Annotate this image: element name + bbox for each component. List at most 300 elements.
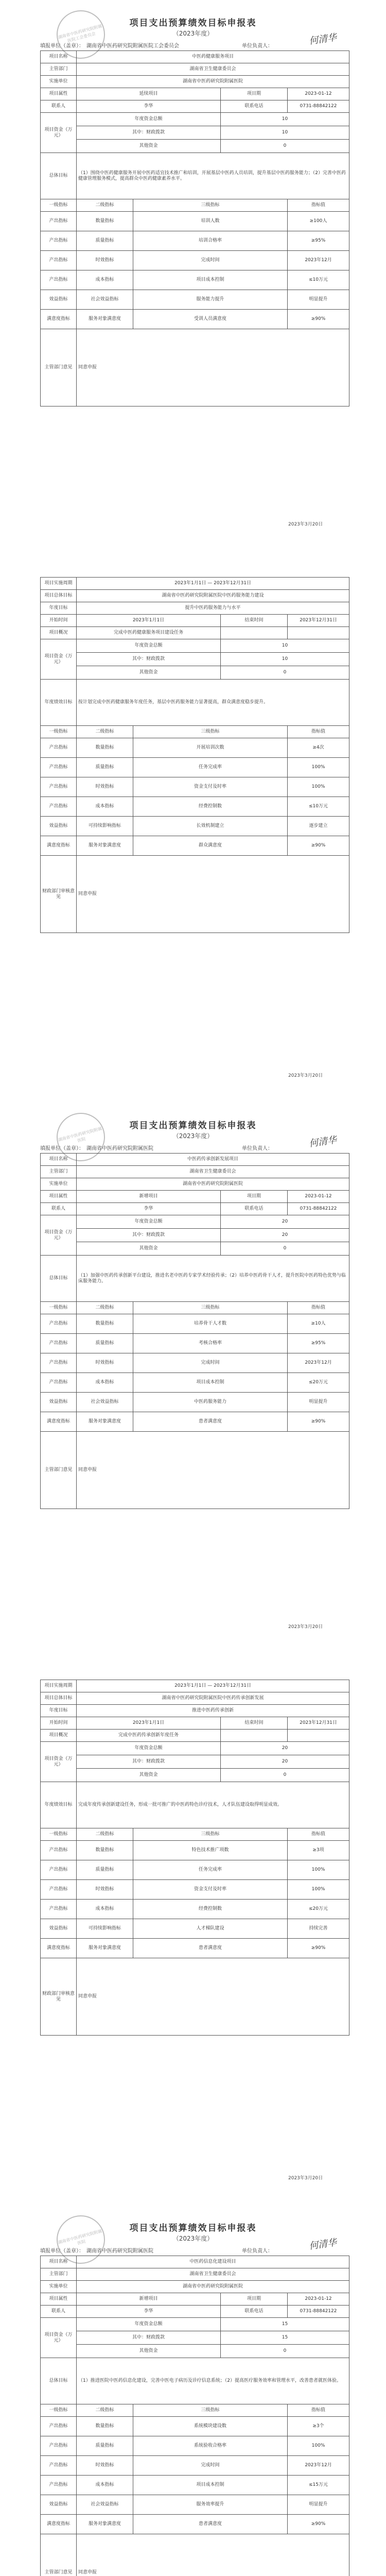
table-row xyxy=(41,856,349,933)
label-cell: 项目属性 xyxy=(41,88,77,100)
header-cell: 一级指标 xyxy=(41,2404,77,2417)
goal-title-cell: 总体目标 xyxy=(41,2358,77,2404)
metric-level1-cell: 产出指标 xyxy=(41,2417,77,2436)
metric-level2-cell: 数量指标 xyxy=(77,1841,133,1860)
label-cell: 主管部门 xyxy=(41,2268,77,2281)
metric-level1-cell: 满意度指标 xyxy=(41,1412,77,1432)
unit-label: 填报单位（盖章）： xyxy=(40,43,84,49)
table-row xyxy=(41,578,349,590)
table-row xyxy=(41,615,349,627)
metric-level3-cell: 资金支付及时率 xyxy=(133,1880,288,1900)
table-row xyxy=(41,627,349,639)
performance-table xyxy=(40,1153,349,1509)
unit-label: 填报单位（盖章）： xyxy=(40,2248,84,2254)
label-cell: 项目实施周期 xyxy=(41,578,77,590)
metric-level2-cell: 成本指标 xyxy=(77,797,133,817)
funds-title-cell: 项目资金（万元） xyxy=(41,1742,77,1782)
metric-level2-cell: 时效指标 xyxy=(77,1880,133,1900)
table-row xyxy=(41,113,349,126)
table-row xyxy=(41,2534,349,2576)
metric-level3-cell: 受训人员满意度 xyxy=(133,310,288,329)
table-row xyxy=(41,1256,349,1302)
label-cell: 项目概况 xyxy=(41,627,77,639)
metric-value-cell: ≥95% xyxy=(288,1334,349,1353)
year-label: （2023年度） xyxy=(172,2235,214,2242)
metric-level1-cell: 效益指标 xyxy=(41,1919,77,1939)
table-row xyxy=(41,2358,349,2404)
header-cell: 二级指标 xyxy=(77,2404,133,2417)
contact-label: 单位负责人： xyxy=(242,2248,273,2254)
metric-level1-cell: 满意度指标 xyxy=(41,310,77,329)
dept-cell: 湖南省卫生健康委员会 xyxy=(77,1166,349,1178)
value-cell: 完成中医药健康服务项目建设任务 xyxy=(77,627,221,639)
table-row xyxy=(41,2306,349,2318)
header-cell: 指标值 xyxy=(288,1828,349,1841)
metric-value-cell: ≥4次 xyxy=(288,738,349,758)
goal-text-cell: 完成年度传承创新建设任务，形成一批可推广的中医药特色诊疗技术，人才队伍建设取得明显成效。 xyxy=(77,1782,349,1828)
metric-value-cell: ≥90% xyxy=(288,1939,349,1958)
table-row xyxy=(41,1314,349,1334)
metric-level2-cell: 成本指标 xyxy=(77,270,133,290)
metric-level3-cell: 服务效率提升 xyxy=(133,2495,288,2515)
label-cell: 项目期 xyxy=(221,88,288,100)
metric-level2-cell: 数量指标 xyxy=(77,738,133,758)
funds-title-cell: 项目资金（万元） xyxy=(41,1215,77,1256)
label-cell: 联系电话 xyxy=(221,1203,288,1215)
metric-level3-cell: 系统模块建设数 xyxy=(133,2417,288,2436)
project-name-cell: 中医药健康服务项目 xyxy=(77,51,349,63)
metric-level2-cell: 质量指标 xyxy=(77,2436,133,2456)
fund-label-cell: 年度资金总额 xyxy=(77,2318,221,2331)
metric-level1-cell: 满意度指标 xyxy=(41,836,77,856)
year-label: （2023年度） xyxy=(172,1132,214,1140)
label-cell: 年度目标 xyxy=(41,602,77,615)
exec-cell: 推进中医药传承创新 xyxy=(77,1705,349,1717)
date-text: 2023年3月20日 xyxy=(288,1073,323,1078)
table-row xyxy=(41,1755,349,1769)
value-cell xyxy=(288,627,349,639)
fund-value-cell: 0 xyxy=(221,140,349,153)
metric-value-cell: 逐步建立 xyxy=(288,817,349,836)
table-row xyxy=(41,2476,349,2495)
metric-level3-cell: 经费控制数 xyxy=(133,797,288,817)
header-cell: 一级指标 xyxy=(41,726,77,738)
metric-value-cell: 2023年12月 xyxy=(288,1353,349,1373)
funds-title-cell: 项目资金（万元） xyxy=(41,639,77,680)
value-cell: 新增项目 xyxy=(77,1191,221,1203)
metric-level3-cell: 考核合格率 xyxy=(133,1334,288,1353)
exec-cell: 提升中医药服务能力与水平 xyxy=(77,602,349,615)
label-cell: 联系人 xyxy=(41,100,77,113)
metric-value-cell: ≥90% xyxy=(288,2515,349,2534)
fund-value-cell: 20 xyxy=(221,1755,349,1769)
metric-value-cell: 明显提升 xyxy=(288,290,349,310)
unit-value: 湖南省中医药研究院附属医院工会委员会 xyxy=(86,43,179,49)
table-row xyxy=(41,1334,349,1353)
table-row xyxy=(41,1166,349,1178)
label-cell: 年度目标 xyxy=(41,1705,77,1717)
header-cell: 二级指标 xyxy=(77,1302,133,1314)
label-cell: 项目名称 xyxy=(41,51,77,63)
metric-level2-cell: 数量指标 xyxy=(77,212,133,231)
table-row xyxy=(41,140,349,153)
table-row xyxy=(41,1841,349,1860)
fund-value-cell: 20 xyxy=(221,1229,349,1242)
metric-level2-cell: 社会效益指标 xyxy=(77,1393,133,1412)
fund-label-cell: 其他资金 xyxy=(77,666,221,680)
metric-level2-cell: 数量指标 xyxy=(77,1314,133,1334)
metric-level1-cell: 产出指标 xyxy=(41,1373,77,1393)
metric-value-cell: ≥10人 xyxy=(288,1314,349,1334)
metric-level3-cell: 任务完成率 xyxy=(133,758,288,777)
opinion-label-cell: 主管部门意见 xyxy=(41,329,77,406)
header-cell: 二级指标 xyxy=(77,1828,133,1841)
opinion-text-cell: 同意申报 xyxy=(77,329,349,406)
table-row xyxy=(41,51,349,63)
table-row xyxy=(41,1742,349,1755)
table-row xyxy=(41,1203,349,1215)
header-cell: 一级指标 xyxy=(41,199,77,212)
table-row xyxy=(41,1302,349,1314)
metric-level2-cell: 社会效益指标 xyxy=(77,290,133,310)
metric-level2-cell: 质量指标 xyxy=(77,231,133,251)
fund-value-cell: 10 xyxy=(221,653,349,666)
table-row xyxy=(41,2345,349,2358)
performance-table xyxy=(40,577,349,933)
fund-label-cell: 其他资金 xyxy=(77,140,221,153)
table-row xyxy=(41,63,349,76)
table-row xyxy=(41,153,349,199)
metric-level1-cell: 效益指标 xyxy=(41,290,77,310)
metric-level1-cell: 满意度指标 xyxy=(41,1939,77,1958)
label-cell: 主管部门 xyxy=(41,1166,77,1178)
table-row xyxy=(41,1769,349,1782)
table-row xyxy=(41,1373,349,1393)
table-row xyxy=(41,2495,349,2515)
label-cell: 主管部门 xyxy=(41,63,77,76)
report-page xyxy=(0,2205,386,2576)
dept-cell: 湖南省中医药研究院附属医院中医药服务能力建设 xyxy=(77,590,349,602)
official-stamp: 湖南省中医药研究院附属医院 xyxy=(51,2210,110,2269)
table-row xyxy=(41,2331,349,2345)
metric-level2-cell: 质量指标 xyxy=(77,758,133,777)
table-row xyxy=(41,1730,349,1742)
metric-level1-cell: 产出指标 xyxy=(41,758,77,777)
table-row xyxy=(41,1880,349,1900)
metric-value-cell: 100% xyxy=(288,758,349,777)
date-text: 2023年3月20日 xyxy=(288,522,323,527)
table-row xyxy=(41,1229,349,1242)
metric-level3-cell: 患者满意度 xyxy=(133,1939,288,1958)
fund-value-cell: 10 xyxy=(221,126,349,140)
label-cell: 项目属性 xyxy=(41,1191,77,1203)
fund-value-cell: 15 xyxy=(221,2331,349,2345)
metric-level3-cell: 特色技术推广项数 xyxy=(133,1841,288,1860)
label-cell: 联系电话 xyxy=(221,2306,288,2318)
project-name-cell: 2023年1月1日 — 2023年12月31日 xyxy=(77,1680,349,1692)
page-title: 项目支出预算绩效目标申报表 xyxy=(129,1121,257,1131)
opinion-label-cell: 主管部门意见 xyxy=(41,1432,77,1509)
fund-label-cell: 年度资金总额 xyxy=(77,1215,221,1229)
opinion-text-cell: 同意申报 xyxy=(77,856,349,933)
fund-value-cell: 0 xyxy=(221,1242,349,1256)
dept-cell: 湖南省卫生健康委员会 xyxy=(77,2268,349,2281)
fund-label-cell: 年度资金总额 xyxy=(77,1742,221,1755)
metric-value-cell: 100% xyxy=(288,1880,349,1900)
metric-level1-cell: 产出指标 xyxy=(41,1314,77,1334)
official-stamp: 湖南省中医药研究院附属医院工会委员会 xyxy=(51,5,110,64)
project-name-cell: 中医药信息化建设项目 xyxy=(77,2256,349,2268)
table-row xyxy=(41,817,349,836)
metric-level3-cell: 长效机制建立 xyxy=(133,817,288,836)
fund-label-cell: 其他资金 xyxy=(77,1242,221,1256)
fund-label-cell: 其中：财政拨款 xyxy=(77,653,221,666)
metric-level3-cell: 中医药服务能力 xyxy=(133,1393,288,1412)
value-cell: 延续项目 xyxy=(77,88,221,100)
table-row xyxy=(41,100,349,113)
table-row xyxy=(41,1828,349,1841)
label-cell: 联系电话 xyxy=(221,100,288,113)
metric-value-cell: 100% xyxy=(288,777,349,797)
unit-label: 填报单位（盖章）： xyxy=(40,1146,84,1151)
metric-level2-cell: 服务对象满意度 xyxy=(77,1412,133,1432)
label-cell: 实施单位 xyxy=(41,2281,77,2293)
metric-value-cell: 2023年12月 xyxy=(288,251,349,270)
header-cell: 二级指标 xyxy=(77,199,133,212)
metric-level3-cell: 经费控制数 xyxy=(133,1900,288,1919)
table-row xyxy=(41,1191,349,1203)
contact-label: 单位负责人： xyxy=(242,1146,273,1151)
exec-cell: 湖南省中医药研究院附属医院 xyxy=(77,2281,349,2293)
value-cell: 0731-88842122 xyxy=(288,1203,349,1215)
table-row xyxy=(41,653,349,666)
label-cell: 项目总体目标 xyxy=(41,1692,77,1705)
table-row xyxy=(41,1412,349,1432)
table-row xyxy=(41,251,349,270)
fund-value-cell: 20 xyxy=(221,1215,349,1229)
value-cell: 2023年1月1日 xyxy=(77,615,221,627)
table-row xyxy=(41,2318,349,2331)
metric-level2-cell: 质量指标 xyxy=(77,1860,133,1880)
metric-value-cell: 明显提升 xyxy=(288,2495,349,2515)
goal-title-cell: 总体目标 xyxy=(41,1256,77,1302)
table-row xyxy=(41,199,349,212)
table-row xyxy=(41,2417,349,2436)
metric-level3-cell: 项目成本控制 xyxy=(133,270,288,290)
metric-level3-cell: 服务能力提升 xyxy=(133,290,288,310)
table-row xyxy=(41,1782,349,1828)
performance-table xyxy=(40,1680,349,2036)
opinion-label-cell: 主管部门意见 xyxy=(41,2534,77,2576)
performance-table xyxy=(40,50,349,406)
label-cell: 项目名称 xyxy=(41,2256,77,2268)
funds-title-cell: 项目资金（万元） xyxy=(41,2318,77,2358)
signature: 何清华 xyxy=(308,2237,338,2252)
metric-value-cell: ≤10万元 xyxy=(288,797,349,817)
metric-level1-cell: 产出指标 xyxy=(41,212,77,231)
label-cell: 项目期 xyxy=(221,2293,288,2306)
value-cell: 2023年12月31日 xyxy=(288,615,349,627)
metric-level1-cell: 效益指标 xyxy=(41,2495,77,2515)
table-row xyxy=(41,2515,349,2534)
table-row xyxy=(41,1432,349,1509)
metric-level1-cell: 产出指标 xyxy=(41,270,77,290)
table-row xyxy=(41,270,349,290)
table-row xyxy=(41,310,349,329)
project-name-cell: 2023年1月1日 — 2023年12月31日 xyxy=(77,578,349,590)
table-row xyxy=(41,2256,349,2268)
metric-value-cell: 100% xyxy=(288,2436,349,2456)
metric-value-cell: ≤20万元 xyxy=(288,1900,349,1919)
date-text: 2023年3月20日 xyxy=(288,1624,323,1630)
table-row xyxy=(41,726,349,738)
table-row xyxy=(41,758,349,777)
metric-value-cell: ≥95% xyxy=(288,231,349,251)
table-row xyxy=(41,1215,349,1229)
metric-level2-cell: 服务对象满意度 xyxy=(77,1939,133,1958)
metric-level1-cell: 产出指标 xyxy=(41,1334,77,1353)
metric-level1-cell: 产出指标 xyxy=(41,797,77,817)
table-row xyxy=(41,1919,349,1939)
metric-level3-cell: 完成时间 xyxy=(133,1353,288,1373)
metric-level3-cell: 患者满意度 xyxy=(133,2515,288,2534)
value-cell: 2023-01-12 xyxy=(288,2293,349,2306)
metric-level1-cell: 产出指标 xyxy=(41,231,77,251)
fund-label-cell: 年度资金总额 xyxy=(77,639,221,653)
contact-label: 单位负责人： xyxy=(242,43,273,49)
metric-value-cell: ≥90% xyxy=(288,836,349,856)
header-cell: 一级指标 xyxy=(41,1828,77,1841)
page-title: 项目支出预算绩效目标申报表 xyxy=(129,18,257,28)
metric-value-cell: ≥100人 xyxy=(288,212,349,231)
unit-value: 湖南省中医药研究院附属医院 xyxy=(86,1146,153,1151)
dept-cell: 湖南省中医药研究院附属医院中医药传承创新发展 xyxy=(77,1692,349,1705)
header-cell: 二级指标 xyxy=(77,726,133,738)
label-cell: 开始时间 xyxy=(41,615,77,627)
fund-value-cell: 15 xyxy=(221,2318,349,2331)
fund-label-cell: 其中：财政拨款 xyxy=(77,2331,221,2345)
fund-label-cell: 其他资金 xyxy=(77,1769,221,1782)
label-cell: 联系人 xyxy=(41,1203,77,1215)
label-cell: 项目期 xyxy=(221,1191,288,1203)
metric-level2-cell: 时效指标 xyxy=(77,251,133,270)
header-cell: 三级指标 xyxy=(133,199,288,212)
metric-level1-cell: 产出指标 xyxy=(41,1860,77,1880)
fund-value-cell: 0 xyxy=(221,2345,349,2358)
value-cell: 0731-88842122 xyxy=(288,100,349,113)
dept-cell: 湖南省卫生健康委员会 xyxy=(77,63,349,76)
table-row xyxy=(41,777,349,797)
metric-value-cell: ≥3个 xyxy=(288,2417,349,2436)
metric-level1-cell: 产出指标 xyxy=(41,1353,77,1373)
report-page xyxy=(0,551,386,1103)
label-cell: 项目属性 xyxy=(41,2293,77,2306)
signature: 何清华 xyxy=(308,32,338,47)
table-row xyxy=(41,1154,349,1166)
metric-level1-cell: 效益指标 xyxy=(41,817,77,836)
value-cell: 0731-88842122 xyxy=(288,2306,349,2318)
metric-level1-cell: 满意度指标 xyxy=(41,2515,77,2534)
metric-level3-cell: 患者满意度 xyxy=(133,1412,288,1432)
opinion-text-cell: 同意申报 xyxy=(77,1432,349,1509)
goal-text-cell: （1）推进医院中医药信息化建设，完善中医电子病历及诊疗信息系统；（2）提高医疗服务效率和管理水平，改善患者就医体验。 xyxy=(77,2358,349,2404)
table-row xyxy=(41,738,349,758)
fund-label-cell: 其中：财政拨款 xyxy=(77,126,221,140)
metric-level3-cell: 资金支付及时率 xyxy=(133,777,288,797)
table-row xyxy=(41,2281,349,2293)
table-row xyxy=(41,2268,349,2281)
table-row xyxy=(41,88,349,100)
funds-title-cell: 项目资金（万元） xyxy=(41,113,77,153)
fund-value-cell: 10 xyxy=(221,639,349,653)
year-label: （2023年度） xyxy=(172,30,214,37)
exec-cell: 湖南省中医药研究院附属医院 xyxy=(77,1178,349,1191)
metric-value-cell: 明显提升 xyxy=(288,1393,349,1412)
value-cell: 李华 xyxy=(77,1203,221,1215)
metric-level3-cell: 人才梯队建设 xyxy=(133,1919,288,1939)
fund-value-cell: 0 xyxy=(221,666,349,680)
opinion-text-cell: 同意申报 xyxy=(77,2534,349,2576)
metric-level3-cell: 系统验收合格率 xyxy=(133,2436,288,2456)
table-row xyxy=(41,212,349,231)
value-cell xyxy=(288,1730,349,1742)
page-title: 项目支出预算绩效目标申报表 xyxy=(129,2223,257,2233)
report-page xyxy=(0,0,386,551)
metric-level3-cell: 群众满意度 xyxy=(133,836,288,856)
label-cell xyxy=(221,627,288,639)
fund-value-cell: 0 xyxy=(221,1769,349,1782)
header-cell: 一级指标 xyxy=(41,1302,77,1314)
table-row xyxy=(41,329,349,406)
metric-level2-cell: 社会效益指标 xyxy=(77,2495,133,2515)
metric-level1-cell: 产出指标 xyxy=(41,738,77,758)
header-cell: 指标值 xyxy=(288,2404,349,2417)
header-cell: 指标值 xyxy=(288,726,349,738)
table-row xyxy=(41,126,349,140)
metric-level3-cell: 培训合格率 xyxy=(133,231,288,251)
date-text: 2023年3月20日 xyxy=(288,2176,323,2181)
metric-level1-cell: 效益指标 xyxy=(41,1393,77,1412)
goal-title-cell: 总体目标 xyxy=(41,153,77,199)
project-name-cell: 中医药传承创新发展项目 xyxy=(77,1154,349,1166)
table-row xyxy=(41,797,349,817)
label-cell: 开始时间 xyxy=(41,1717,77,1730)
metric-level1-cell: 产出指标 xyxy=(41,1880,77,1900)
performance-table xyxy=(40,2256,349,2576)
value-cell: 新增项目 xyxy=(77,2293,221,2306)
metric-level1-cell: 产出指标 xyxy=(41,1841,77,1860)
metric-value-cell: ≤20万元 xyxy=(288,1373,349,1393)
label-cell: 项目概况 xyxy=(41,1730,77,1742)
table-row xyxy=(41,1958,349,2036)
metric-level2-cell: 时效指标 xyxy=(77,2456,133,2476)
table-row xyxy=(41,76,349,88)
goal-text-cell: （1）围绕中医药健康服务开展中医药适宜技术推广和培训，开展基层中医药人员培训，提升基层中医药服务能力；（2）完善中医药健康管理服务模式，提高群众中医药健康素养水平。 xyxy=(77,153,349,199)
fund-value-cell: 20 xyxy=(221,1742,349,1755)
report-page xyxy=(0,1654,386,2205)
header-cell: 三级指标 xyxy=(133,1302,288,1314)
value-cell: 完成中医药传承创新年度任务 xyxy=(77,1730,221,1742)
table-row xyxy=(41,2456,349,2476)
metric-value-cell: 持续完善 xyxy=(288,1919,349,1939)
metric-level2-cell: 可持续影响指标 xyxy=(77,1919,133,1939)
table-row xyxy=(41,231,349,251)
table-row xyxy=(41,1692,349,1705)
unit-value: 湖南省中医药研究院附属医院 xyxy=(86,2248,153,2254)
metric-value-cell: ≤10万元 xyxy=(288,270,349,290)
metric-value-cell: ≥90% xyxy=(288,1412,349,1432)
opinion-text-cell: 同意申报 xyxy=(77,1958,349,2036)
